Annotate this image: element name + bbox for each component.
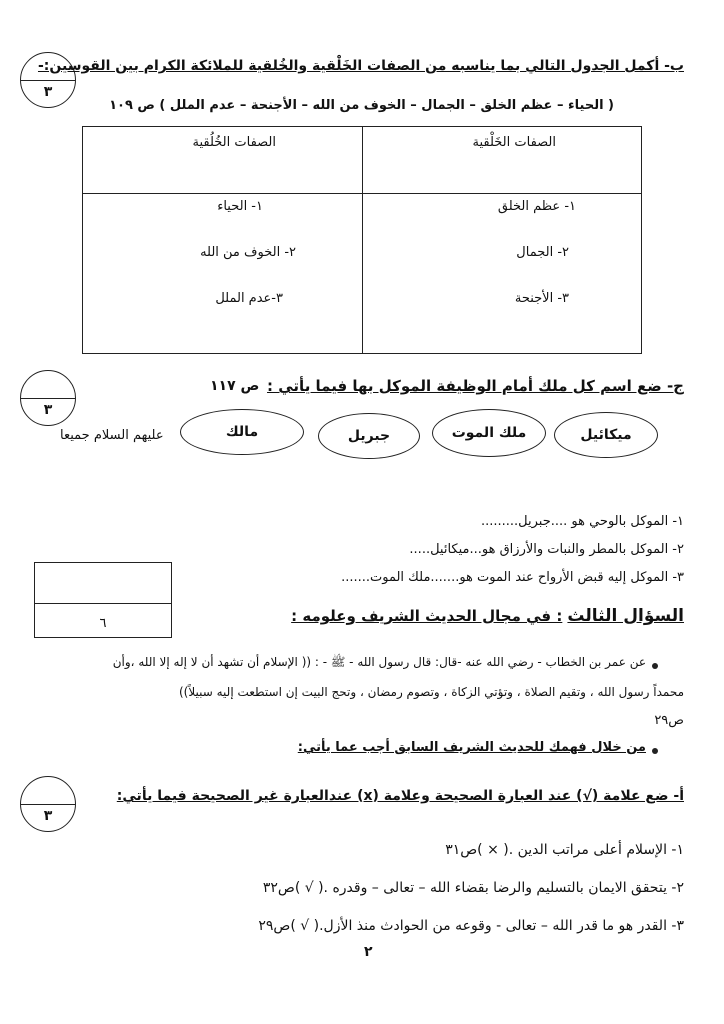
table-divider-vertical [362, 127, 363, 353]
tf-item-3: ٣- القدر هو ما قدر الله – تعالى - وقوعه من الحوادث منذ الأزل.( √ )ص٢٩ [258, 918, 684, 934]
hadith-page-ref: ص٢٩ [654, 713, 684, 728]
table-cell-physical-1: ١- عظم الخلق [497, 199, 576, 214]
table-cell-physical-3: ٣- الأجنحة [514, 291, 569, 306]
table-cell-moral-1: ١- الحياء [217, 199, 263, 214]
angels-suffix: عليهم السلام جميعا [60, 428, 164, 443]
question3-title: السؤال الثالث [567, 606, 684, 626]
score-box-divider [35, 603, 171, 604]
score-divider [21, 804, 75, 805]
angel-statement-2: ٢- الموكل بالمطر والنبات والأرزاق هو...ميكائيل..... [409, 542, 684, 557]
score-box-c [34, 562, 172, 638]
score-value: ٣ [43, 84, 53, 100]
angel-oval-malik: مالك [180, 409, 304, 455]
angel-oval-malak-almawt: ملك الموت [432, 409, 546, 457]
table-cell-moral-2: ٢- الخوف من الله [200, 245, 296, 260]
angel-statement-1: ١- الموكل بالوحي هو ....جبريل......... [480, 514, 684, 529]
hadith-line-2: محمداً رسول الله ، وتقيم الصلاة ، وتؤتي الزكاة ، وتصوم رمضان ، وتحج البيت إن استطعت إليه سبيلاً)) [178, 685, 684, 699]
bullet [652, 748, 658, 754]
score-value: ٣ [43, 402, 53, 418]
table-cell-physical-2: ٢- الجمال [516, 245, 569, 260]
score-value: ٣ [43, 808, 53, 824]
score-divider [21, 398, 75, 399]
table-header-physical: الصفات الخَلْقية [472, 135, 556, 150]
score-box-value: ٦ [99, 616, 107, 631]
score-circle-c [20, 370, 76, 426]
table-divider-horizontal [83, 193, 641, 194]
hadith-line-1: عن عمر بن الخطاب - رضي الله عنه -قال: قال رسول الله - ﷺ - : (( الإسلام أن تشهد أن لا إله إلا الله ،وأن [112, 655, 646, 669]
section-c-page-ref: ص ١١٧ [210, 378, 260, 394]
traits-table [82, 126, 642, 354]
angel-statement-3: ٣- الموكل إليه قبض الأرواح عند الموت هو.......ملك الموت....... [341, 570, 684, 585]
score-circle-a [20, 776, 76, 832]
question3-heading [291, 606, 684, 626]
tf-item-1: ١- الإسلام أعلى مراتب الدين .( × )ص٣١ [445, 842, 684, 858]
section-b-heading: ب- أكمل الجدول التالي بما يناسبه من الصفات الخَلْقية والخُلقية للملائكة الكرام بين القوسين:- [37, 58, 684, 74]
section-c-heading: ج- ضع اسم كل ملك أمام الوظيفة الموكل بها فيما يأتي : [267, 377, 684, 395]
instruction: من خلال فهمك للحديث الشريف السابق أجب عما يأتي: [297, 740, 646, 755]
part-a-heading: أ- ضع علامة (√) عند العبارة الصحيحة وعلامة (x) عندالعبارة غير الصحيحة فيما يأتي: [116, 788, 684, 804]
table-cell-moral-3: ٣-عدم الملل [215, 291, 283, 306]
table-header-moral: الصفات الخُلُقية [192, 135, 276, 150]
section-b-options: ( الحياء – عظم الخلق – الجمال – الخوف من الله – الأجنحة – عدم الملل ) ص ١٠٩ [109, 98, 614, 113]
angel-oval-mikail: ميكائيل [554, 412, 658, 458]
question3-subtitle: : في مجال الحديث الشريف وعلومه : [291, 607, 563, 625]
page-number: ٢ [364, 944, 373, 960]
tf-item-2: ٢- يتحقق الايمان بالتسليم والرضا بقضاء الله – تعالى – وقدره .( √ )ص٣٢ [262, 880, 684, 896]
bullet [652, 663, 658, 669]
score-divider [21, 80, 75, 81]
angel-oval-jibril: جبريل [318, 413, 420, 459]
